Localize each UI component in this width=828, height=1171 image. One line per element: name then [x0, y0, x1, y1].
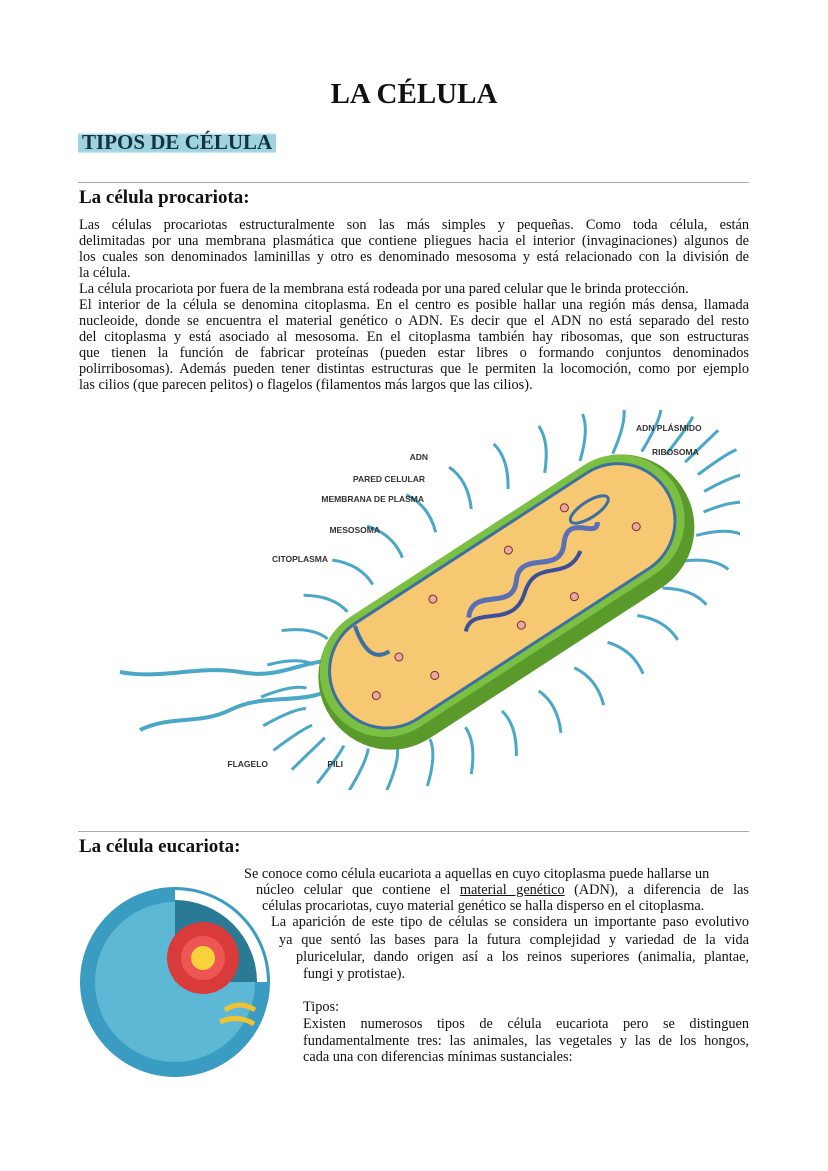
label-pared: PARED CELULAR [352, 474, 425, 484]
eucariota-heading: La célula eucariota: [79, 836, 241, 857]
eucariota-line: células procariotas, cuyo material genético se halla disperso en el citoplasma. [262, 898, 705, 914]
procariota-line: nucleoide, donde se encuentra el material genético o ADN. Es decir que el ADN no está separado del resto [79, 313, 749, 329]
eucariota-line: fundamentalmente tres: las animales, las vegetales y las de los hongos, [303, 1033, 749, 1049]
tipos-label: Tipos: [303, 999, 340, 1015]
label-pili: PILI [327, 759, 343, 769]
pilus [332, 560, 372, 584]
procariota-line: las cilios (que parecen pelitos) o flagelos (filamentos más largos que las cilios). [79, 377, 533, 393]
eucariota-line: Existen numerosos tipos de célula eucariota pero se distinguen [303, 1016, 749, 1032]
pilus [304, 595, 348, 612]
label-citoplasma: CITOPLASMA [271, 554, 328, 564]
pilus [292, 738, 325, 770]
pilus [704, 474, 740, 491]
procariota-line: del citoplasma y está asociado al mesosoma. En el citoplasma también hay ribosomas, que son estructuras [79, 329, 749, 345]
label-mesosoma: MESOSOMA [329, 525, 380, 535]
pilus [465, 727, 473, 774]
section-title: TIPOS DE CÉLULA [78, 130, 276, 155]
procariota-line: delimitadas por una membrana plasmática que contiene pliegues hacia el interior (invaginaciones) algunos de [79, 233, 749, 249]
label-plasmido: ADN PLÁSMIDO [636, 423, 702, 433]
pilus [274, 725, 313, 750]
divider [78, 182, 749, 183]
procariota-line: la célula. [79, 265, 131, 281]
divider [78, 831, 749, 832]
label-flagelo: FLAGELO [227, 759, 268, 769]
pilus [539, 691, 561, 733]
pilus [427, 739, 432, 786]
eukaryote-cell-image [75, 870, 285, 1100]
pilus [574, 668, 603, 705]
eucariota-line: núcleo celular que contiene el material genético (ADN), a diferencia de las [256, 882, 749, 898]
pilus [613, 410, 624, 454]
flagellum [120, 660, 345, 730]
pilus [282, 630, 328, 639]
procariota-line: El interior de la célula se denomina citoplasma. En el centro es posible hallar una región más densa, llamada [79, 297, 749, 313]
eucariota-line: La aparición de este tipo de células se considera un importante paso evolutivo [271, 914, 749, 930]
pilus [698, 450, 737, 475]
page-title: LA CÉLULA [330, 78, 498, 110]
pilus [637, 615, 677, 639]
material-genetico-link[interactable]: material genético [459, 882, 565, 898]
pilus [704, 502, 740, 512]
procariota-line: que tienen la función de fabricar proteínas (pueden estar libres o formando conjuntos denominados [79, 345, 749, 361]
pilus [263, 708, 306, 725]
label-ribosoma: RIBOSOMA [652, 447, 699, 457]
pilus [696, 531, 740, 535]
pilus [494, 444, 508, 489]
prokaryote-diagram [100, 410, 740, 790]
eucariota-line: cada una con diferencias mínimas sustanciales: [303, 1049, 573, 1065]
pilus [349, 748, 368, 790]
eucariota-line: fungi y protistae). [303, 966, 406, 982]
procariota-line: polirribosomas). Además pueden tener distintas estructuras que le permiten la locomoción, como por ejemplo [79, 361, 749, 377]
pilus [539, 426, 547, 473]
procariota-line: los cuales son denominados laminillas y otro es denominado mesosoma y está relacionado con la división de [79, 249, 749, 265]
eucariota-line: ya que sentó las bases para la futura complejidad y variedad de la vida [279, 932, 749, 948]
procariota-heading: La célula procariota: [79, 187, 250, 208]
procariota-line: La célula procariota por fuera de la membrana está rodeada por una pared celular que le brinda protección. [79, 281, 689, 297]
pilus [663, 588, 707, 605]
pilus [580, 414, 585, 461]
procariota-line: Las células procariotas estructuralmente son las más simples y pequeñas. Como toda célula, están [79, 217, 749, 233]
pilus [608, 642, 643, 673]
pilus [261, 687, 306, 697]
eucariota-line: pluricelular, dando origen así a los reinos superiores (animalia, plantae, [296, 949, 749, 965]
pilus [449, 467, 471, 509]
label-membrana: MEMBRANA DE PLASMA [321, 494, 424, 504]
pilus [682, 560, 728, 569]
eucariota-line: Se conoce como célula eucariota a aquellas en cuyo citoplasma puede hallarse un [244, 866, 710, 882]
pilus [386, 746, 397, 790]
pilus [502, 711, 516, 756]
label-adn: ADN [409, 452, 428, 462]
